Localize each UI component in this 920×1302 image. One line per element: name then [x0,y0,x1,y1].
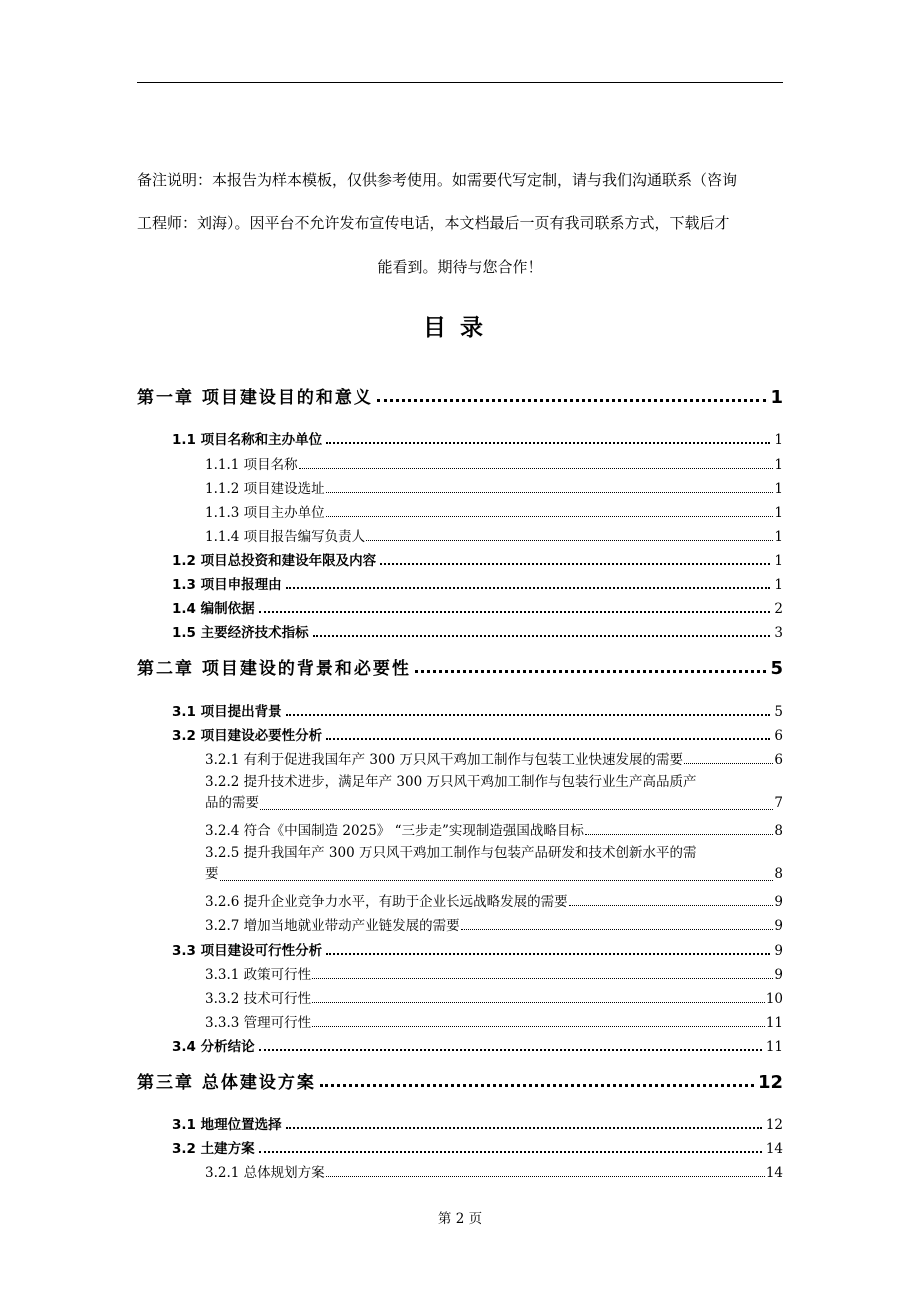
toc-leader-dots [286,714,771,716]
toc-entry-title: 3.2.5 提升我国年产 300 万只风干鸡加工制作与包装产品研发和技术创新水平的需 [205,845,697,861]
toc-entry-title: 第二章 项目建设的背景和必要性 [137,659,411,679]
toc-entry-title: 3.2.1 总体规划方案 [205,1165,325,1181]
toc-subsection-3-2-2[interactable] [205,772,783,814]
toc-section-1-1[interactable] [172,428,783,448]
toc-entry-title: 3.2.7 增加当地就业带动产业链发展的需要 [205,918,460,934]
toc-leader-dots [585,834,774,835]
toc-subsection-1-1-4[interactable] [205,525,783,545]
toc-entry-title: 1.1.3 项目主办单位 [205,505,325,521]
toc-entry-title: 1.2 项目总投资和建设年限及内容 [172,553,377,569]
toc-section-3-1-location[interactable] [172,1113,783,1133]
toc-subsection-1-1-1[interactable] [205,453,783,473]
toc-leader-dots [312,978,773,979]
toc-leader-dots [380,563,770,565]
toc-page-number: 1 [774,529,783,545]
toc-section-3-2-civil[interactable] [172,1137,783,1157]
toc-entry-title: 3.2 项目建设必要性分析 [172,728,323,744]
toc-entry-title: 3.1 项目提出背景 [172,704,282,720]
toc-page-number: 6 [774,752,783,768]
toc-entry-title: 3.2.1 有利于促进我国年产 300 万只风干鸡加工制作与包装工业快速发展的需要 [205,752,683,768]
toc-chapter-1[interactable] [137,382,783,408]
toc-page-number: 1 [774,553,783,569]
toc-leader-dots [286,1127,762,1129]
toc-page-number: 7 [774,795,783,811]
toc-entry-title: 1.3 项目申报理由 [172,577,282,593]
toc-page-number: 5 [770,658,783,679]
toc-page-number: 12 [765,1117,783,1133]
page-footer: 第 2 页 [437,1211,483,1227]
toc-leader-dots [260,809,773,810]
toc-page-number: 1 [774,481,783,497]
toc-entry-title: 1.1 项目名称和主办单位 [172,432,323,448]
toc-chapter-3[interactable] [137,1067,783,1093]
toc-leader-dots [312,1026,765,1027]
toc-section-1-3[interactable] [172,573,783,593]
toc-subsection-3-2-1[interactable] [205,748,783,768]
toc-subsection-1-1-2[interactable] [205,477,783,497]
toc-page-number: 1 [774,505,783,521]
toc-entry-title: 1.4 编制依据 [172,601,255,617]
toc-leader-dots [313,635,771,637]
toc-page-number: 6 [774,728,783,744]
toc-leader-dots [366,540,773,541]
toc-entry-title: 3.3.1 政策可行性 [205,967,312,983]
toc-entry-title: 第三章 总体建设方案 [137,1073,316,1093]
toc-entry-title: 3.2 土建方案 [172,1141,255,1157]
toc-entry-title: 3.3.3 管理可行性 [205,1015,312,1031]
toc-leader-dots [415,670,767,673]
note-line-1: 备注说明：本报告为样本模板，仅供参考使用。如需要代写定制，请与我们沟通联系（咨询 [137,171,738,189]
toc-section-3-2[interactable] [172,724,783,744]
toc-entry-title: 1.1.4 项目报告编写负责人 [205,529,366,545]
toc-entry-title: 3.2.2 提升技术进步，满足年产 300 万只风干鸡加工制作与包装行业生产高品质产 [205,774,697,790]
toc-subsection-3-3-2[interactable] [205,987,783,1007]
toc-page-number: 11 [765,1015,783,1031]
toc-page-number: 12 [757,1072,783,1093]
toc-leader-dots [312,1002,765,1003]
toc-entry-title: 3.4 分析结论 [172,1039,255,1055]
toc-entry-title: 3.2.6 提升企业竞争力水平，有助于企业长远战略发展的需要 [205,894,568,910]
toc-leader-dots [326,953,770,955]
toc-leader-dots [326,738,770,740]
toc-leader-dots [320,1084,754,1087]
toc-section-3-4[interactable] [172,1035,783,1055]
toc-page-number: 1 [774,577,783,593]
toc-leader-dots [259,1049,762,1051]
toc-title: 目录 [423,315,497,341]
toc-subsection-3-2-5[interactable] [205,843,783,885]
toc-page-number: 8 [774,866,783,882]
toc-section-1-2[interactable] [172,549,783,569]
toc-leader-dots [259,611,771,613]
toc-leader-dots [684,763,773,764]
toc-leader-dots [220,880,774,881]
toc-section-1-5[interactable] [172,621,783,641]
note-line-3: 能看到。期待与您合作！ [377,258,543,276]
toc-page-number: 9 [774,943,783,959]
toc-entry-title-continued: 品的需要 [205,795,259,811]
toc-subsection-3-2-6[interactable] [205,890,783,910]
toc-entry-title: 第一章 项目建设目的和意义 [137,388,373,408]
toc-leader-dots [299,468,774,469]
toc-section-3-1[interactable] [172,700,783,720]
toc-subsection-3-3-3[interactable] [205,1011,783,1031]
toc-section-1-4[interactable] [172,597,783,617]
toc-page-number: 8 [774,823,783,839]
toc-entry-title: 3.3.2 技术可行性 [205,991,312,1007]
toc-subsection-3-2-4[interactable] [205,819,783,839]
toc-page-number: 14 [765,1165,783,1181]
toc-page-number: 11 [765,1039,783,1055]
toc-page-number: 2 [774,601,783,617]
toc-entry-title-continued: 要 [205,866,219,882]
toc-leader-dots [461,929,774,930]
toc-entry-title: 1.1.1 项目名称 [205,457,298,473]
toc-page-number: 3 [774,625,783,641]
toc-entry-title: 3.3 项目建设可行性分析 [172,943,323,959]
toc-page-number: 9 [774,967,783,983]
toc-subsection-3-3-1[interactable] [205,963,783,983]
toc-chapter-2[interactable] [137,653,783,679]
toc-page-number: 10 [765,991,783,1007]
toc-page-number: 5 [774,704,783,720]
toc-page-number: 1 [774,457,783,473]
toc-leader-dots [326,1176,765,1177]
toc-page-number: 9 [774,918,783,934]
toc-subsection-1-1-3[interactable] [205,501,783,521]
toc-section-3-3[interactable] [172,939,783,959]
note-line-2: 工程师：刘海）。因平台不允许发布宣传电话，本文档最后一页有我司联系方式，下载后才 [137,214,730,232]
toc-entry-title: 3.2.4 符合《中国制造 2025》 “三步走”实现制造强国战略目标 [205,823,584,839]
toc-leader-dots [569,905,774,906]
toc-page-number: 14 [765,1141,783,1157]
toc-page-number: 1 [770,387,783,408]
toc-leader-dots [326,442,770,444]
toc-page-number: 1 [774,432,783,448]
toc-leader-dots [326,516,774,517]
toc-entry-title: 1.5 主要经济技术指标 [172,625,309,641]
toc-subsection-3-2-7[interactable] [205,914,783,934]
toc-leader-dots [286,587,771,589]
toc-subsection-3-2-1-plan[interactable] [205,1161,783,1181]
toc-page-number: 9 [774,894,783,910]
toc-leader-dots [377,399,767,402]
toc-leader-dots [259,1151,762,1153]
toc-entry-title: 3.1 地理位置选择 [172,1117,282,1133]
toc-leader-dots [326,492,774,493]
toc-entry-title: 1.1.2 项目建设选址 [205,481,325,497]
